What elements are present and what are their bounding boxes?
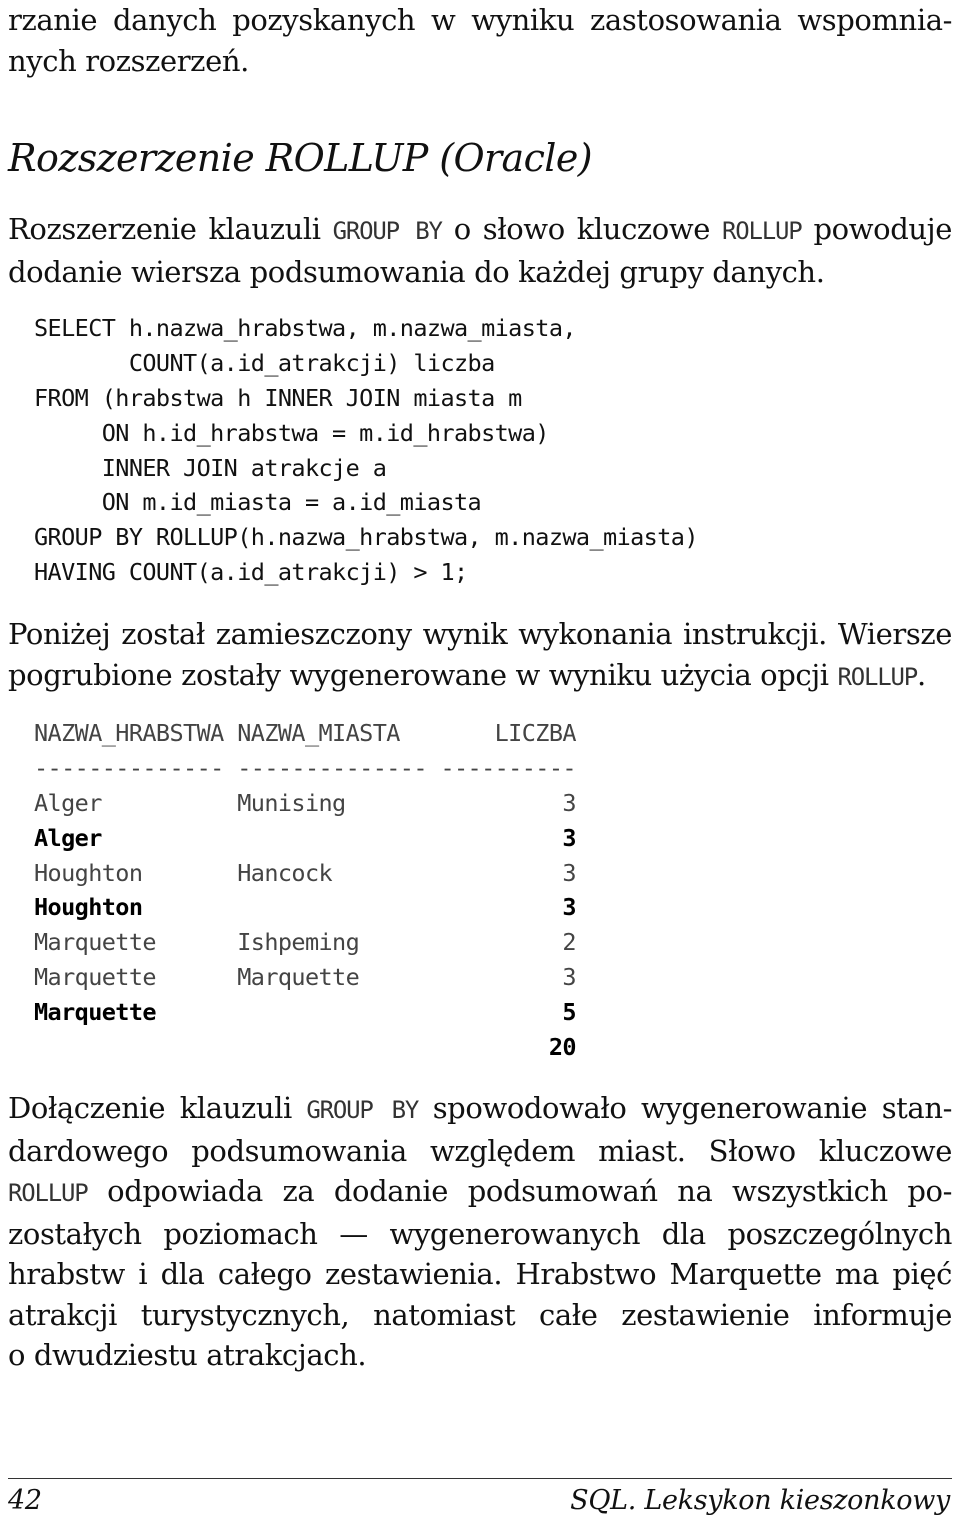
sql-code-line: GROUP BY ROLLUP(h.nazwa_hrabstwa, m.nazwa_miasta) — [34, 523, 698, 552]
result-intro-paragraph — [8, 614, 952, 697]
explanation-line-5: hrabstw i dla całego zestawienia. Hrabstwo Marquette ma pięć — [8, 1257, 952, 1291]
result-separator-row: -------------- -------------- ---------- — [34, 753, 576, 782]
result-data-row: Alger Munising 3 — [34, 788, 576, 817]
intro-line-2: nych rozszerzeń. — [8, 43, 249, 78]
text-fragment: powoduje — [801, 212, 953, 246]
sql-code-line: COUNT(a.id_atrakcji) liczba — [34, 348, 495, 377]
text-fragment: Rozszerzenie klauzuli — [8, 212, 333, 246]
result-data-row: Houghton Hancock 3 — [34, 858, 576, 887]
rollup-description-line-1 — [8, 209, 952, 252]
keyword-rollup: ROLLUP — [722, 217, 802, 245]
result-rows — [34, 786, 576, 1065]
sql-code-line: INNER JOIN atrakcje a — [34, 453, 387, 482]
result-intro-line-1: Poniżej został zamieszczony wynik wykonania instrukcji. Wiersze — [8, 617, 952, 651]
page-number: 42 — [8, 1485, 42, 1516]
explanation-line-7: o dwudziestu atrakcjach. — [8, 1338, 367, 1372]
result-summary-row: Alger 3 — [34, 823, 576, 852]
intro-line-1: rzanie danych pozyskanych w wyniku zastosowania wspomnia- — [8, 3, 952, 37]
sql-code-line: HAVING COUNT(a.id_atrakcji) > 1; — [34, 558, 468, 587]
text-fragment: odpowiada za dodanie podsumowań na wszystkich po- — [87, 1174, 952, 1208]
text-fragment: . — [917, 657, 926, 692]
explanation-line-1 — [8, 1088, 952, 1131]
result-intro-line-2 — [8, 655, 952, 698]
sql-code-line: ON m.id_miasta = a.id_miasta — [34, 488, 482, 517]
explanation-line-2: dardowego podsumowania względem miast. Słowo kluczowe — [8, 1133, 952, 1168]
explanation-paragraph — [8, 1088, 952, 1376]
sql-code-line: FROM (hrabstwa h INNER JOIN miasta m — [34, 383, 522, 412]
query-result-table — [34, 716, 576, 1065]
section-heading: Rozszerzenie ROLLUP (Oracle) — [8, 136, 592, 180]
text-fragment: pogrubione zostały wygenerowane w wyniku użycia opcji — [8, 657, 838, 692]
rollup-description-line-2: dodanie wiersza podsumowania do każdej grupy danych. — [8, 254, 825, 289]
sql-code-line: ON h.id_hrabstwa = m.id_hrabstwa) — [34, 418, 549, 447]
text-fragment: Dołączenie klauzuli — [8, 1091, 307, 1125]
explanation-line-6: atrakcji turystycznych, natomiast całe zestawienie informuje — [8, 1297, 952, 1332]
sql-code-block — [34, 311, 698, 590]
keyword-group-by: GROUP BY — [306, 1096, 419, 1124]
keyword-rollup: ROLLUP — [837, 662, 917, 691]
explanation-line-3 — [8, 1171, 952, 1214]
explanation-line-4: zostałych poziomach — wygenerowanych dla poszczególnych — [8, 1216, 952, 1251]
intro-paragraph — [8, 0, 952, 81]
sql-code-line: SELECT h.nazwa_hrabstwa, m.nazwa_miasta, — [34, 314, 576, 342]
keyword-rollup: ROLLUP — [8, 1179, 88, 1207]
book-title: SQL. Leksykon kieszonkowy — [570, 1485, 950, 1516]
footer-rule — [8, 1478, 952, 1479]
result-data-row: Marquette Ishpeming 2 — [34, 928, 576, 957]
result-summary-row: Houghton 3 — [34, 893, 576, 922]
rollup-description-paragraph — [8, 209, 952, 292]
keyword-group-by: GROUP BY — [332, 217, 442, 245]
result-summary-row: 20 — [34, 1033, 576, 1062]
result-data-row: Marquette Marquette 3 — [34, 963, 576, 992]
text-fragment: o słowo kluczowe — [441, 212, 723, 246]
result-header-row: NAZWA_HRABSTWA NAZWA_MIASTA LICZBA — [34, 719, 576, 747]
text-fragment: spowodowało wygenerowanie stan- — [418, 1091, 952, 1125]
result-summary-row: Marquette 5 — [34, 998, 576, 1027]
